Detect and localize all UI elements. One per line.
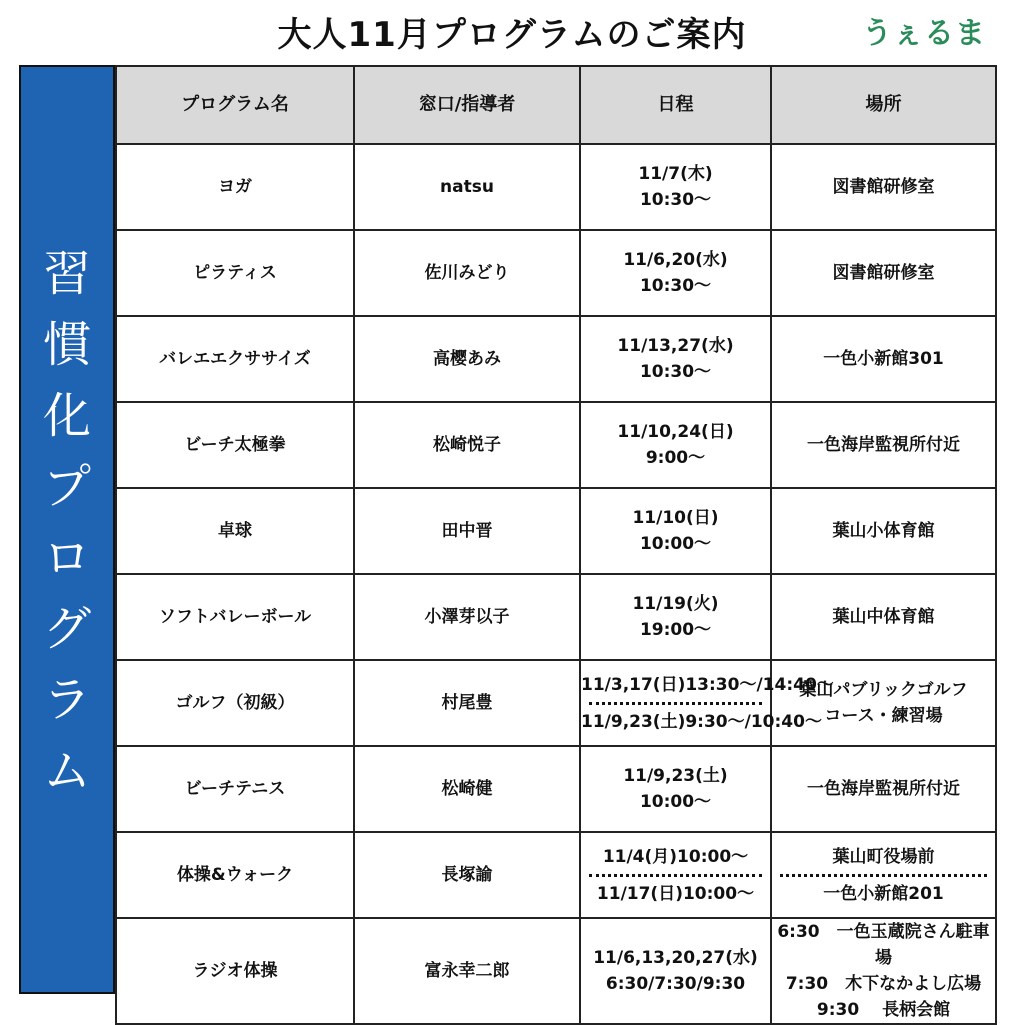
place [771, 918, 996, 1024]
place-line: 葉山パブリックゴルフ [799, 680, 968, 700]
page-title: 大人11月プログラムのご案内 [277, 15, 747, 55]
schedule [580, 230, 771, 316]
place [771, 660, 996, 746]
program-name: ビーチ太極拳 [116, 402, 354, 488]
schedule-time: 10:30〜 [639, 362, 712, 382]
dotted-divider [780, 874, 987, 877]
schedule-day: 11/6,13,20,27(水) [593, 948, 758, 968]
table-row [116, 574, 996, 660]
schedule-day: 11/13,27(水) [617, 336, 734, 356]
schedule-time: 10:00〜 [639, 534, 712, 554]
place-line: 7:30 木下なかよし広場 [785, 974, 982, 994]
welma-logo: うぇるま [862, 16, 986, 51]
program-name: ソフトバレーボール [116, 574, 354, 660]
schedule-time: 9:00〜 [645, 448, 706, 468]
schedule [580, 746, 771, 832]
program-name: 卓球 [116, 488, 354, 574]
side-banner [19, 65, 115, 994]
schedule-day: 11/6,20(水) [623, 250, 728, 270]
header-place: 場所 [771, 66, 996, 144]
header-program: プログラム名 [116, 66, 354, 144]
instructor: 高樱あみ [354, 316, 580, 402]
header-date: 日程 [580, 66, 771, 144]
program-name: 体操&ウォーク [116, 832, 354, 918]
dotted-divider [589, 874, 762, 877]
table-row [116, 316, 996, 402]
dotted-divider [589, 702, 762, 705]
schedule [580, 144, 771, 230]
place: 葉山中体育館 [771, 574, 996, 660]
place: 一色海岸監視所付近 [771, 402, 996, 488]
instructor: 田中晋 [354, 488, 580, 574]
schedule-time: 10:30〜 [639, 190, 712, 210]
schedule-time: 19:00〜 [639, 620, 712, 640]
program-name: ビーチテニス [116, 746, 354, 832]
instructor: 佐川みどり [354, 230, 580, 316]
instructor: natsu [354, 144, 580, 230]
schedule-day: 11/9,23(土) [623, 766, 728, 786]
program-table [115, 65, 997, 1025]
schedule [580, 402, 771, 488]
schedule-day: 11/9,23(土)9:30〜/10:40〜 [581, 711, 822, 732]
instructor: 富永幸二郎 [354, 918, 580, 1024]
instructor: 長塚諭 [354, 832, 580, 918]
schedule [580, 660, 834, 746]
schedule-day: 11/17(日)10:00〜 [596, 883, 755, 904]
program-name: ピラティス [116, 230, 354, 316]
place-line: 6:30 一色玉蔵院さん駐車場 [777, 922, 990, 968]
schedule-day: 11/7(木) [638, 164, 713, 184]
place: 葉山小体育館 [771, 488, 996, 574]
table-row [116, 488, 996, 574]
schedule-day: 11/10(日) [632, 508, 719, 528]
schedule [580, 316, 771, 402]
schedule-day: 11/19(火) [632, 594, 719, 614]
place: 図書館研修室 [771, 144, 996, 230]
instructor: 松崎悦子 [354, 402, 580, 488]
table-row [116, 832, 996, 918]
schedule-day: 11/3,17(日)13:30〜/14:40〜 [581, 674, 834, 695]
place: 図書館研修室 [771, 230, 996, 316]
instructor: 松崎健 [354, 746, 580, 832]
schedule [580, 918, 771, 1024]
program-name: バレエエクササイズ [116, 316, 354, 402]
place: 一色海岸監視所付近 [771, 746, 996, 832]
schedule [580, 832, 771, 918]
header-instructor: 窓口/指導者 [354, 66, 580, 144]
place-line: コース・練習場 [824, 706, 943, 726]
schedule [580, 574, 771, 660]
program-name: ラジオ体操 [116, 918, 354, 1024]
instructor: 小澤芽以子 [354, 574, 580, 660]
program-name: ゴルフ（初級） [116, 660, 354, 746]
table-row [116, 230, 996, 316]
table-row [116, 144, 996, 230]
table-row [116, 660, 996, 746]
side-label: 習 慣 化 プ ロ グ ラ ム [42, 246, 91, 799]
schedule-time: 10:30〜 [639, 276, 712, 296]
schedule-day: 11/10,24(日) [617, 422, 734, 442]
table-row [116, 746, 996, 832]
program-name: ヨガ [116, 144, 354, 230]
place: 一色小新館301 [771, 316, 996, 402]
place-line: 葉山町役場前 [832, 846, 935, 867]
schedule-day: 11/4(月)10:00〜 [602, 846, 749, 867]
header-row [116, 66, 996, 144]
place [771, 832, 996, 918]
table-row [116, 402, 996, 488]
schedule [580, 488, 771, 574]
schedule-time: 6:30/7:30/9:30 [605, 974, 746, 994]
schedule-time: 10:00〜 [639, 792, 712, 812]
place-line: 一色小新館201 [823, 883, 944, 904]
place-line: 9:30 長柄会館 [816, 1000, 951, 1020]
instructor: 村尾豊 [354, 660, 580, 746]
table-row [116, 918, 996, 1024]
